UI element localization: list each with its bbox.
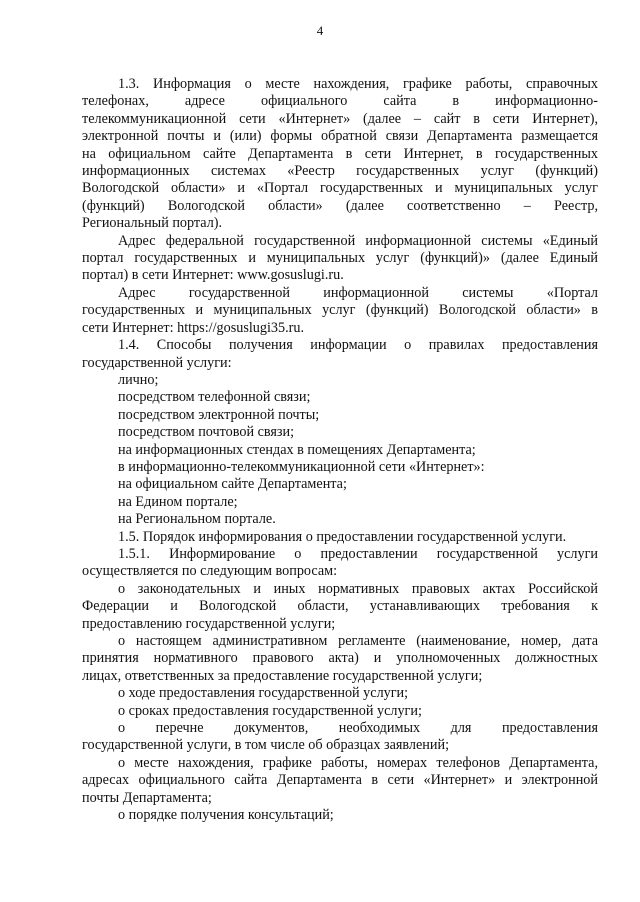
text-line: лично; <box>118 371 159 388</box>
text-line: почты Департамента; <box>82 789 212 806</box>
document-body <box>82 76 598 824</box>
text-line: о ходе предоставления государственной услуги; <box>118 685 409 702</box>
text-line: портал) в сети Интернет: www.gosuslugi.ru. <box>82 267 344 284</box>
text-line: посредством телефонной связи; <box>118 389 311 406</box>
text-line: государственных и муниципальных услуг (функций) Вологодской области» в <box>82 302 598 319</box>
text-line: 1.5. Порядок информирования о предоставлении государственной услуги. <box>118 528 567 545</box>
text-line: (функций) Вологодской области» (далее соответственно – Реестр, <box>82 197 598 214</box>
text-line: на Едином портале; <box>118 493 238 510</box>
text-line: лицах, ответственных за предоставление государственной услуги; <box>82 667 483 684</box>
text-line: о месте нахождения, графике работы, номерах телефонов Департамента, <box>118 754 598 771</box>
text-line: о перечне документов, необходимых для предоставления <box>118 720 598 737</box>
text-line: Адрес федеральной государственной информационной системы «Единый <box>118 232 598 249</box>
text-line: посредством почтовой связи; <box>118 424 295 441</box>
text-line: Региональный портал). <box>82 215 223 232</box>
text-line: Вологодской области» и «Портал государственных и муниципальных услуг <box>82 180 598 197</box>
text-line: посредством электронной почты; <box>118 406 320 423</box>
text-line: на официальном сайте Департамента в сети Интернет, в государственных <box>82 145 598 162</box>
text-line: на официальном сайте Департамента; <box>118 476 347 493</box>
text-line: 1.5.1. Информирование о предоставлении государственной услуги <box>118 545 598 562</box>
text-line: 1.3. Информация о месте нахождения, графике работы, справочных <box>118 76 598 92</box>
text-line: о настоящем административном регламенте (наименование, номер, дата <box>118 633 598 649</box>
text-line: о порядке получения консультаций; <box>118 807 334 824</box>
text-line: государственной услуги, в том числе об образцах заявлений; <box>82 737 450 754</box>
text-line: на информационных стендах в помещениях Департамента; <box>118 441 476 458</box>
text-line: предоставлению государственной услуги; <box>82 615 336 632</box>
text-line: о сроках предоставления государственной услуги; <box>118 702 422 719</box>
text-line: в информационно-телекоммуникационной сети «Интернет»: <box>118 458 485 475</box>
text-line: Федерации и Вологодской области, устанавливающих требования к <box>82 598 598 615</box>
text-line: информационных системах «Реестр государственных услуг (функций) <box>82 163 598 180</box>
text-line: на Региональном портале. <box>118 511 276 528</box>
text-line: государственной услуги: <box>82 354 232 371</box>
text-line: Адрес государственной информационной системы «Портал <box>118 284 598 301</box>
text-line: принятия нормативного правового акта) и уполномоченных должностных <box>82 650 598 667</box>
text-line: осуществляется по следующим вопросам: <box>82 563 338 580</box>
text-line: электронной почты и (или) формы обратной связи Департамента размещается <box>82 128 598 145</box>
text-line: телекоммуникационной сети «Интернет» (далее – сайт в сети Интернет), <box>82 110 598 127</box>
page-number: 4 <box>316 23 324 38</box>
text-line: сети Интернет: https://gosuslugi35.ru. <box>82 319 305 336</box>
text-line: 1.4. Способы получения информации о правилах предоставления <box>118 337 598 354</box>
text-line: портал государственных и муниципальных услуг (функций)» (далее Единый <box>82 250 598 267</box>
text-line: телефонах, адресе официального сайта в информационно- <box>82 93 598 110</box>
text-line: адресах официального сайта Департамента в сети «Интернет» и электронной <box>82 772 598 789</box>
text-line: о законодательных и иных нормативных правовых актах Российской <box>118 580 598 597</box>
